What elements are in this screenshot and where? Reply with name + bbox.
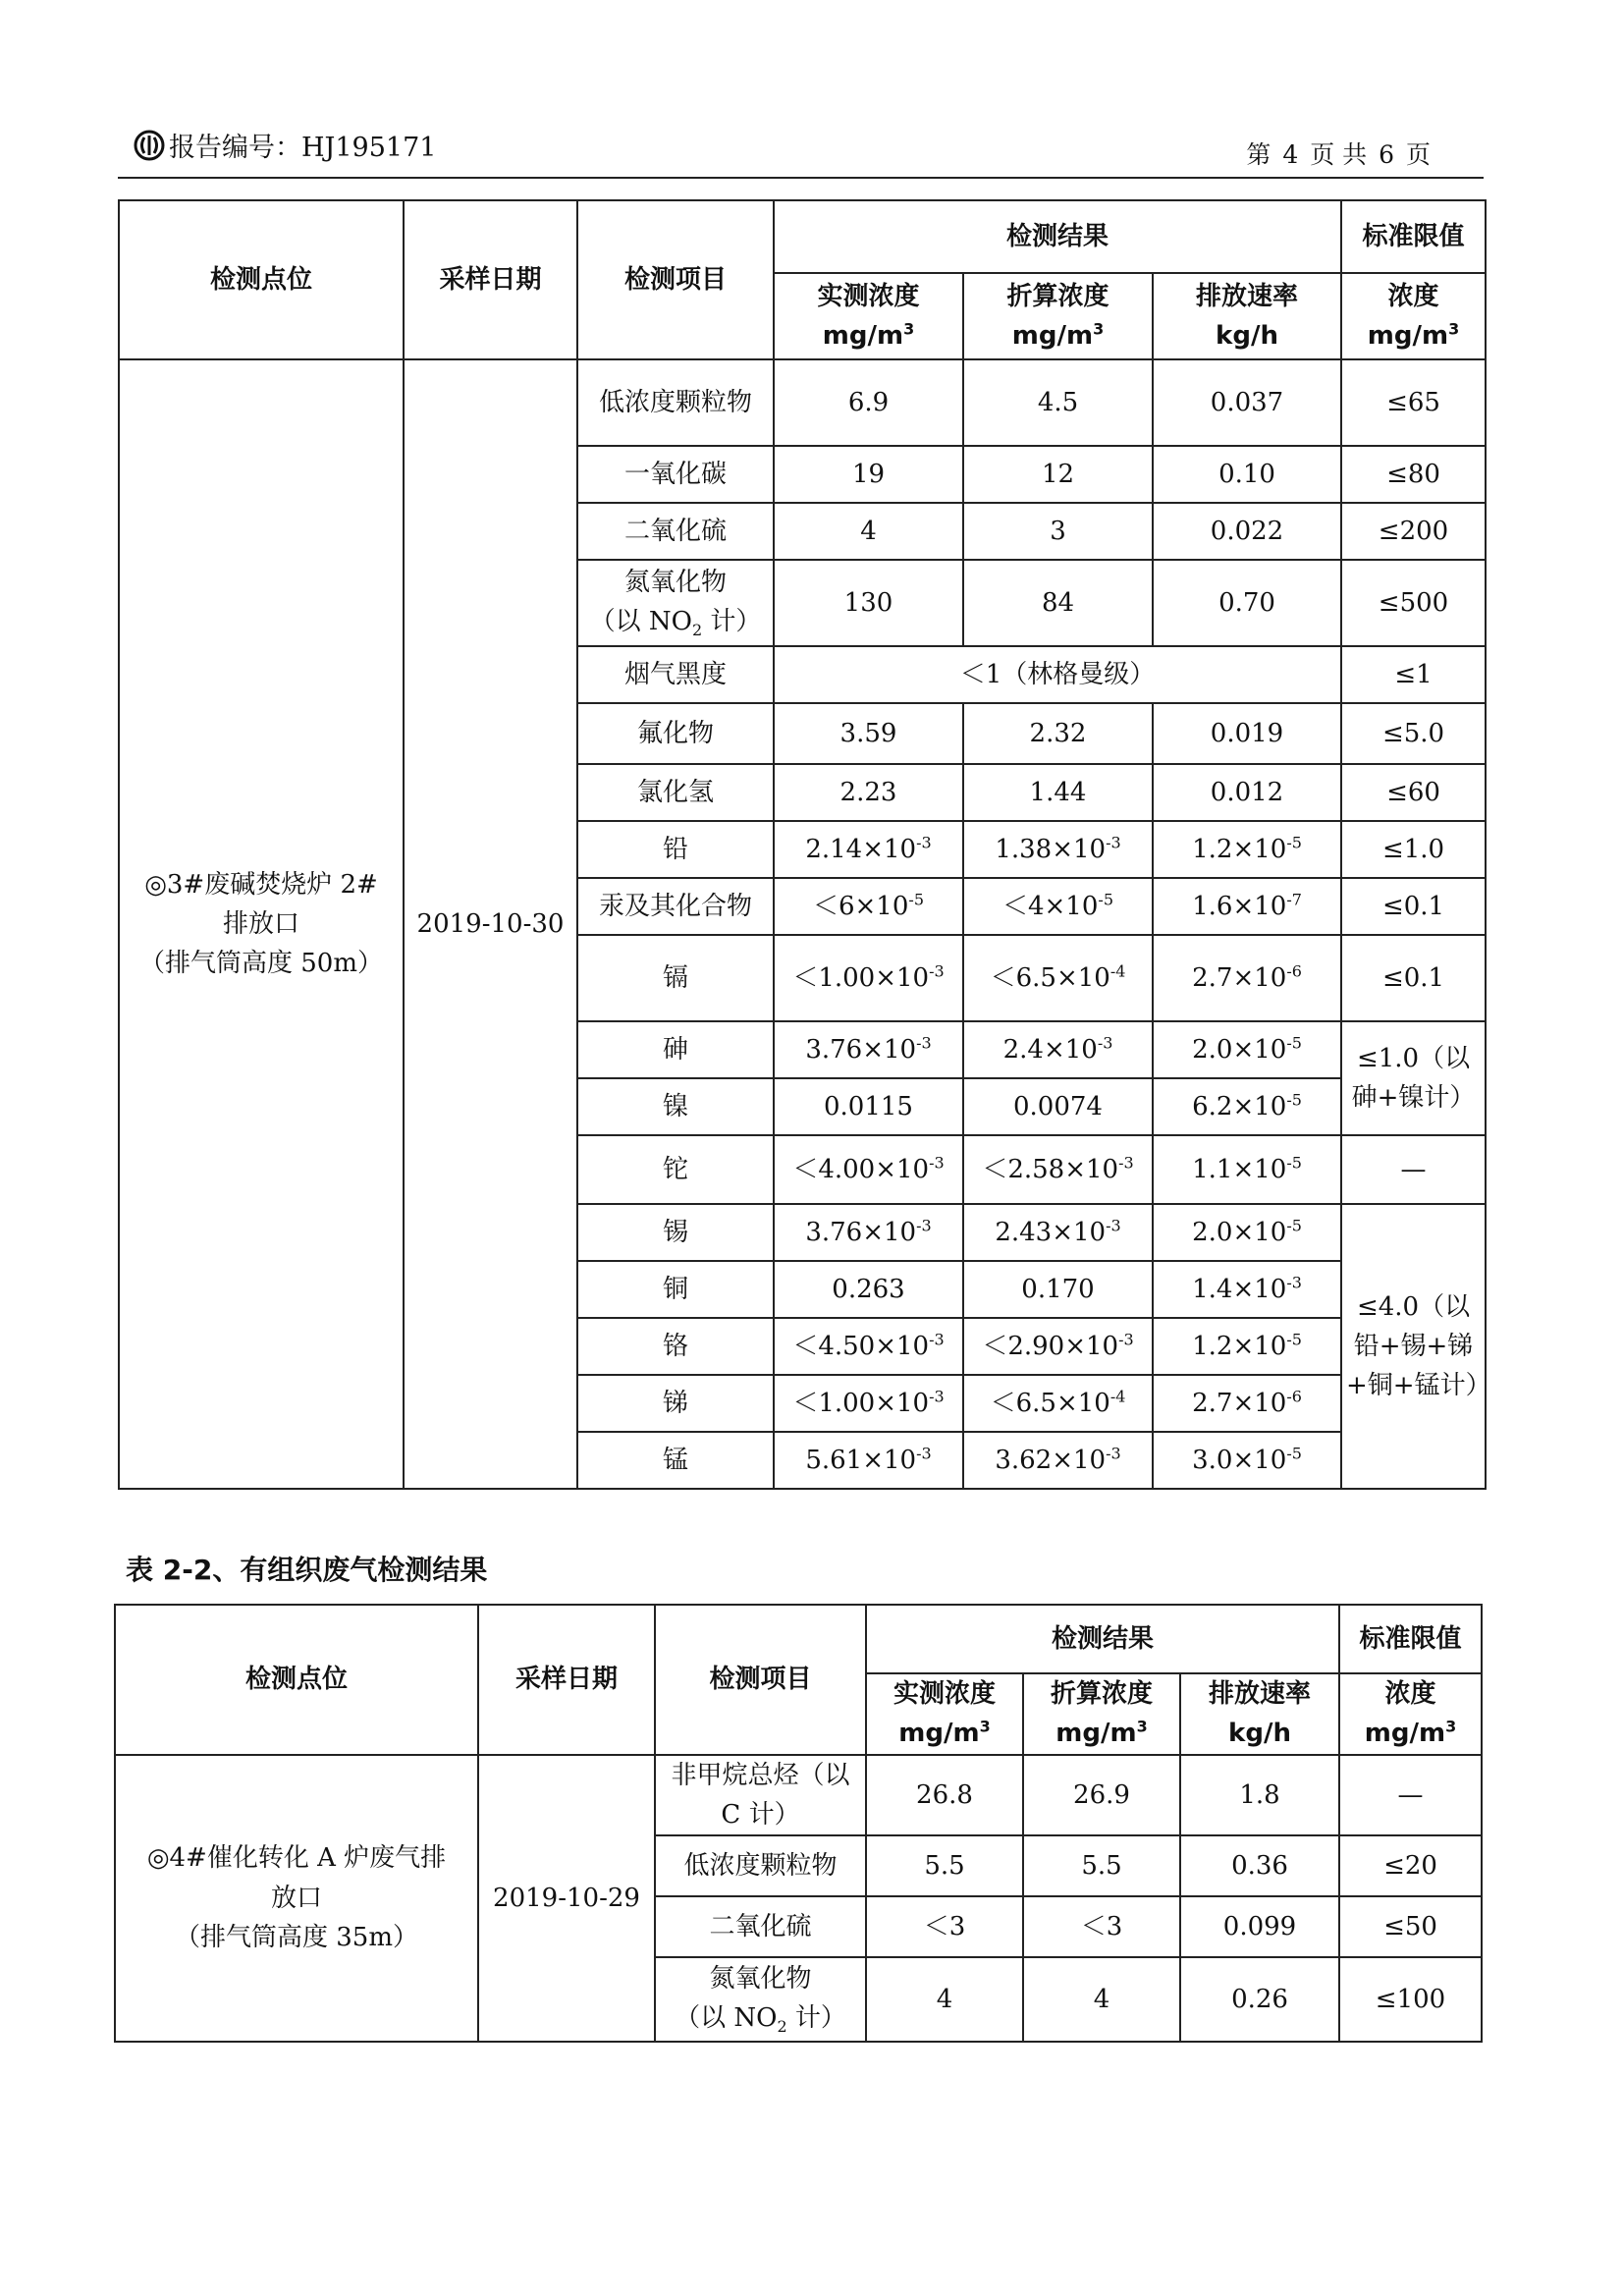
converted-cell-exp: -3 [1106, 1444, 1121, 1463]
location-line: 放口 [270, 1883, 322, 1913]
converted-cell [963, 1375, 1153, 1432]
converted-cell [963, 1318, 1153, 1375]
header-divider [118, 177, 1484, 179]
item-cell: 铜 [577, 1261, 774, 1318]
limit-cell: ≤5.0 [1341, 703, 1486, 764]
item-basis [582, 602, 769, 643]
item-name: 氮氧化物 [623, 567, 727, 597]
measured-cell [774, 935, 963, 1021]
limit-cell: — [1341, 1135, 1486, 1204]
measured-cell: 3.59 [774, 703, 963, 764]
rate-cell [1153, 1318, 1341, 1375]
limit-cell: ≤500 [1341, 560, 1486, 646]
page-label-c: 页 [1405, 140, 1431, 169]
rate-cell [1153, 821, 1341, 878]
limit-cell: ≤200 [1341, 503, 1486, 560]
measured-cell: 26.8 [866, 1755, 1023, 1836]
converted-cell: 26.9 [1023, 1755, 1180, 1836]
limit-cell: ≤50 [1339, 1896, 1482, 1957]
item-cell: 低浓度颗粒物 [577, 359, 774, 446]
converted-cell: 12 [963, 446, 1153, 503]
rate-cell-exp: -5 [1286, 1033, 1302, 1053]
measured-cell [774, 1204, 963, 1261]
rate-cell-exp: -7 [1286, 890, 1302, 909]
limit-cell: ≤1.0（以砷+镍计） [1341, 1021, 1486, 1135]
rate-cell-base: 6.2×10 [1192, 1091, 1287, 1121]
item-cell: 二氧化硫 [655, 1896, 866, 1957]
item-cell: 二氧化硫 [577, 503, 774, 560]
measured-cell [774, 1432, 963, 1489]
rate-cell: 0.36 [1180, 1835, 1339, 1896]
measured-cell: 4 [866, 1957, 1023, 2042]
limit-cell: — [1339, 1755, 1482, 1836]
measured-cell: 130 [774, 560, 963, 646]
measured-cell-base: 3.76×10 [805, 1034, 917, 1065]
page-indicator [1244, 136, 1433, 171]
converted-cell-base: 1.38×10 [995, 834, 1107, 864]
measured-cell-exp: -3 [929, 1330, 945, 1349]
item-cell: 低浓度颗粒物 [655, 1835, 866, 1896]
table-row [119, 359, 1486, 446]
converted-cell [963, 1021, 1153, 1078]
table-row [115, 1755, 1482, 1836]
results-table-2 [114, 1604, 1483, 2043]
measured-cell-base: 5.61×10 [805, 1445, 917, 1475]
converted-cell [963, 878, 1153, 935]
location-cell [119, 359, 404, 1489]
converted-cell-base: ＜6.5×10 [990, 962, 1110, 993]
header-location: 检测点位 [119, 200, 404, 359]
merged-result-cell: ＜1（林格曼级） [774, 646, 1341, 703]
converted-cell-base: ＜6.5×10 [990, 1388, 1110, 1418]
converted-cell-exp: -5 [1098, 890, 1113, 909]
rate-cell: 0.26 [1180, 1957, 1339, 2042]
measured-cell: ＜3 [866, 1896, 1023, 1957]
converted-cell: 5.5 [1023, 1835, 1180, 1896]
rate-cell: 1.8 [1180, 1755, 1339, 1836]
item-cell: 锰 [577, 1432, 774, 1489]
limit-cell: ≤80 [1341, 446, 1486, 503]
item-basis-a: （以 NO [675, 2003, 778, 2034]
item-cell: 锑 [577, 1375, 774, 1432]
limit-cell: ≤20 [1339, 1835, 1482, 1896]
converted-cell: ＜3 [1023, 1896, 1180, 1957]
item-cell: 氯化氢 [577, 764, 774, 821]
converted-cell-exp: -3 [1118, 1153, 1134, 1173]
limit-cell: ≤100 [1339, 1957, 1482, 2042]
item-cell [655, 1957, 866, 2042]
measured-cell-exp: -3 [916, 1216, 932, 1235]
page-label-a: 第 [1246, 140, 1271, 169]
measured-cell: 0.263 [774, 1261, 963, 1318]
header-conc: 浓度 $mg/m^3$ [1341, 273, 1486, 359]
measured-cell-base: ＜1.00×10 [792, 1388, 930, 1418]
converted-cell [963, 821, 1153, 878]
rate-cell: 0.037 [1153, 359, 1341, 446]
rate-cell-exp: -3 [1286, 1273, 1302, 1292]
location-line: 排放口 [222, 908, 299, 939]
rate-cell: 0.022 [1153, 503, 1341, 560]
header-results: 检测结果 [774, 200, 1341, 273]
limit-cell: ≤1.0 [1341, 821, 1486, 878]
header-converted: 折算浓度 $mg/m^3$ [1023, 1673, 1180, 1755]
converted-cell-exp: -3 [1118, 1330, 1134, 1349]
rate-cell-base: 2.0×10 [1192, 1034, 1287, 1065]
measured-cell [774, 821, 963, 878]
rate-cell [1153, 878, 1341, 935]
page-label-b: 页 共 [1310, 140, 1368, 169]
converted-cell-base: ＜2.58×10 [982, 1154, 1119, 1184]
location-line: （排气筒高度 50m） [138, 949, 383, 979]
measured-cell: 4 [774, 503, 963, 560]
converted-cell: 3 [963, 503, 1153, 560]
limit-cell: ≤4.0（以铅+锡+锑+铜+锰计） [1341, 1204, 1486, 1489]
results-table-1 [118, 199, 1491, 1490]
item-cell: 非甲烷总烃（以 C 计） [655, 1755, 866, 1836]
header-results: 检测结果 [866, 1605, 1339, 1673]
rate-cell-base: 1.2×10 [1192, 834, 1287, 864]
measured-cell-exp: -3 [916, 1444, 932, 1463]
converted-cell-exp: -3 [1106, 833, 1121, 852]
measured-cell-exp: -5 [908, 890, 924, 909]
measured-cell [774, 1135, 963, 1204]
header-item: 检测项目 [577, 200, 774, 359]
rate-cell-base: 2.7×10 [1192, 962, 1287, 993]
limit-cell: ≤0.1 [1341, 878, 1486, 935]
converted-cell-exp: -3 [1106, 1216, 1121, 1235]
measured-cell-exp: -3 [929, 1153, 945, 1173]
rate-cell-exp: -5 [1286, 833, 1302, 852]
location-line: （排气筒高度 35m） [174, 1923, 418, 1953]
measured-cell [774, 1021, 963, 1078]
converted-cell: 84 [963, 560, 1153, 646]
rate-cell: 0.10 [1153, 446, 1341, 503]
rate-cell [1153, 1204, 1341, 1261]
measured-cell-exp: -3 [929, 961, 945, 981]
item-basis-a: （以 NO [589, 607, 692, 637]
header-limit: 标准限值 [1341, 200, 1486, 273]
item-cell: 镉 [577, 935, 774, 1021]
measured-cell: 0.0115 [774, 1078, 963, 1135]
measured-cell-exp: -3 [929, 1387, 945, 1406]
rate-cell-base: 2.0×10 [1192, 1217, 1287, 1247]
item-cell: 砷 [577, 1021, 774, 1078]
rate-cell-base: 2.7×10 [1192, 1388, 1287, 1418]
converted-cell-base: 3.62×10 [995, 1445, 1107, 1475]
converted-cell-exp: -4 [1109, 1387, 1126, 1406]
measured-cell: 2.23 [774, 764, 963, 821]
converted-cell [963, 935, 1153, 1021]
rate-cell-exp: -5 [1286, 1330, 1302, 1349]
limit-cell: ≤60 [1341, 764, 1486, 821]
converted-cell-exp: -4 [1109, 961, 1126, 981]
rate-cell [1153, 1375, 1341, 1432]
header-conc: 浓度 $mg/m^3$ [1339, 1673, 1482, 1755]
rate-cell: 0.012 [1153, 764, 1341, 821]
rate-cell-base: 3.0×10 [1192, 1445, 1287, 1475]
item-cell: 铅 [577, 821, 774, 878]
converted-cell: 0.170 [963, 1261, 1153, 1318]
measured-cell: 5.5 [866, 1835, 1023, 1896]
location-line: ◎3#废碱焚烧炉 2# [144, 869, 378, 900]
converted-cell-base: 2.4×10 [1002, 1034, 1098, 1065]
header-measured: 实测浓度 $mg/m^3$ [774, 273, 963, 359]
rate-cell [1153, 1135, 1341, 1204]
rate-cell [1153, 1078, 1341, 1135]
item-basis-c: 计） [786, 2003, 846, 2034]
converted-cell-base: ＜2.90×10 [982, 1331, 1119, 1361]
measured-cell-base: ＜1.00×10 [792, 962, 930, 993]
item-basis-sub: 2 [691, 621, 703, 640]
rate-cell [1153, 1021, 1341, 1078]
company-logo-icon [134, 130, 165, 161]
location-line: ◎4#催化转化 A 炉废气排 [146, 1843, 447, 1874]
item-cell: 烟气黑度 [577, 646, 774, 703]
rate-cell-exp: -5 [1286, 1153, 1302, 1173]
item-cell: 镍 [577, 1078, 774, 1135]
item-basis-sub: 2 [777, 2017, 787, 2037]
header-measured: 实测浓度 $mg/m^3$ [866, 1673, 1023, 1755]
rate-cell-base: 1.4×10 [1192, 1274, 1287, 1304]
header-limit: 标准限值 [1339, 1605, 1482, 1673]
converted-cell: 4 [1023, 1957, 1180, 2042]
date-cell: 2019-10-30 [404, 359, 577, 1489]
header-date: 采样日期 [478, 1605, 655, 1755]
measured-cell-base: ＜6×10 [812, 891, 909, 921]
limit-cell: ≤0.1 [1341, 935, 1486, 1021]
item-name: 氮氧化物 [709, 1964, 812, 1995]
item-cell: 铬 [577, 1318, 774, 1375]
date-cell: 2019-10-29 [478, 1755, 655, 2043]
measured-cell-base: 3.76×10 [805, 1217, 917, 1247]
page-total: 6 [1379, 140, 1395, 169]
limit-cell: ≤1 [1341, 646, 1486, 703]
header-location: 检测点位 [115, 1605, 478, 1755]
rate-cell-base: 1.6×10 [1192, 891, 1287, 921]
measured-cell-exp: -3 [916, 1033, 932, 1053]
header-rate: 排放速率 kg/h [1153, 273, 1341, 359]
rate-cell-exp: -5 [1286, 1444, 1302, 1463]
rate-cell-exp: -6 [1286, 961, 1302, 981]
header-rate: 排放速率 kg/h [1180, 1673, 1339, 1755]
measured-cell: 6.9 [774, 359, 963, 446]
table-caption: 表 2-2、有组织废气检测结果 [126, 1554, 488, 1586]
item-cell: 锡 [577, 1204, 774, 1261]
rate-cell [1153, 1261, 1341, 1318]
item-cell [577, 560, 774, 646]
limit-cell: ≤65 [1341, 359, 1486, 446]
measured-cell [774, 1318, 963, 1375]
measured-cell-base: ＜4.00×10 [792, 1154, 930, 1184]
measured-cell-base: 2.14×10 [805, 834, 917, 864]
item-cell: 氟化物 [577, 703, 774, 764]
item-cell: 一氧化碳 [577, 446, 774, 503]
converted-cell [963, 1204, 1153, 1261]
rate-cell [1153, 1432, 1341, 1489]
item-cell: 铊 [577, 1135, 774, 1204]
header-item: 检测项目 [655, 1605, 866, 1755]
rate-cell-exp: -5 [1286, 1090, 1302, 1110]
converted-cell: 0.0074 [963, 1078, 1153, 1135]
rate-cell: 0.70 [1153, 560, 1341, 646]
converted-cell [963, 1432, 1153, 1489]
rate-cell-exp: -5 [1286, 1216, 1302, 1235]
rate-cell [1153, 935, 1341, 1021]
page-number: 4 [1282, 140, 1299, 169]
item-basis [660, 1998, 861, 2040]
measured-cell [774, 1375, 963, 1432]
measured-cell-exp: -3 [916, 833, 932, 852]
header-date: 采样日期 [404, 200, 577, 359]
location-cell [115, 1755, 478, 2043]
report-header [134, 126, 436, 164]
rate-cell-exp: -6 [1286, 1387, 1302, 1406]
rate-cell: 0.099 [1180, 1896, 1339, 1957]
converted-cell [963, 1135, 1153, 1204]
report-number: 报告编号：HJ195171 [169, 133, 437, 163]
measured-cell-base: ＜4.50×10 [792, 1331, 930, 1361]
item-basis-c: 计） [702, 607, 762, 637]
header-converted: 折算浓度 $mg/m^3$ [963, 273, 1153, 359]
item-cell: 汞及其化合物 [577, 878, 774, 935]
converted-cell-base: 2.43×10 [995, 1217, 1107, 1247]
converted-cell-exp: -3 [1097, 1033, 1113, 1053]
rate-cell-base: 1.1×10 [1192, 1154, 1287, 1184]
converted-cell: 1.44 [963, 764, 1153, 821]
rate-cell-base: 1.2×10 [1192, 1331, 1287, 1361]
measured-cell [774, 878, 963, 935]
measured-cell: 19 [774, 446, 963, 503]
converted-cell-base: ＜4×10 [1001, 891, 1099, 921]
converted-cell: 4.5 [963, 359, 1153, 446]
rate-cell: 0.019 [1153, 703, 1341, 764]
converted-cell: 2.32 [963, 703, 1153, 764]
